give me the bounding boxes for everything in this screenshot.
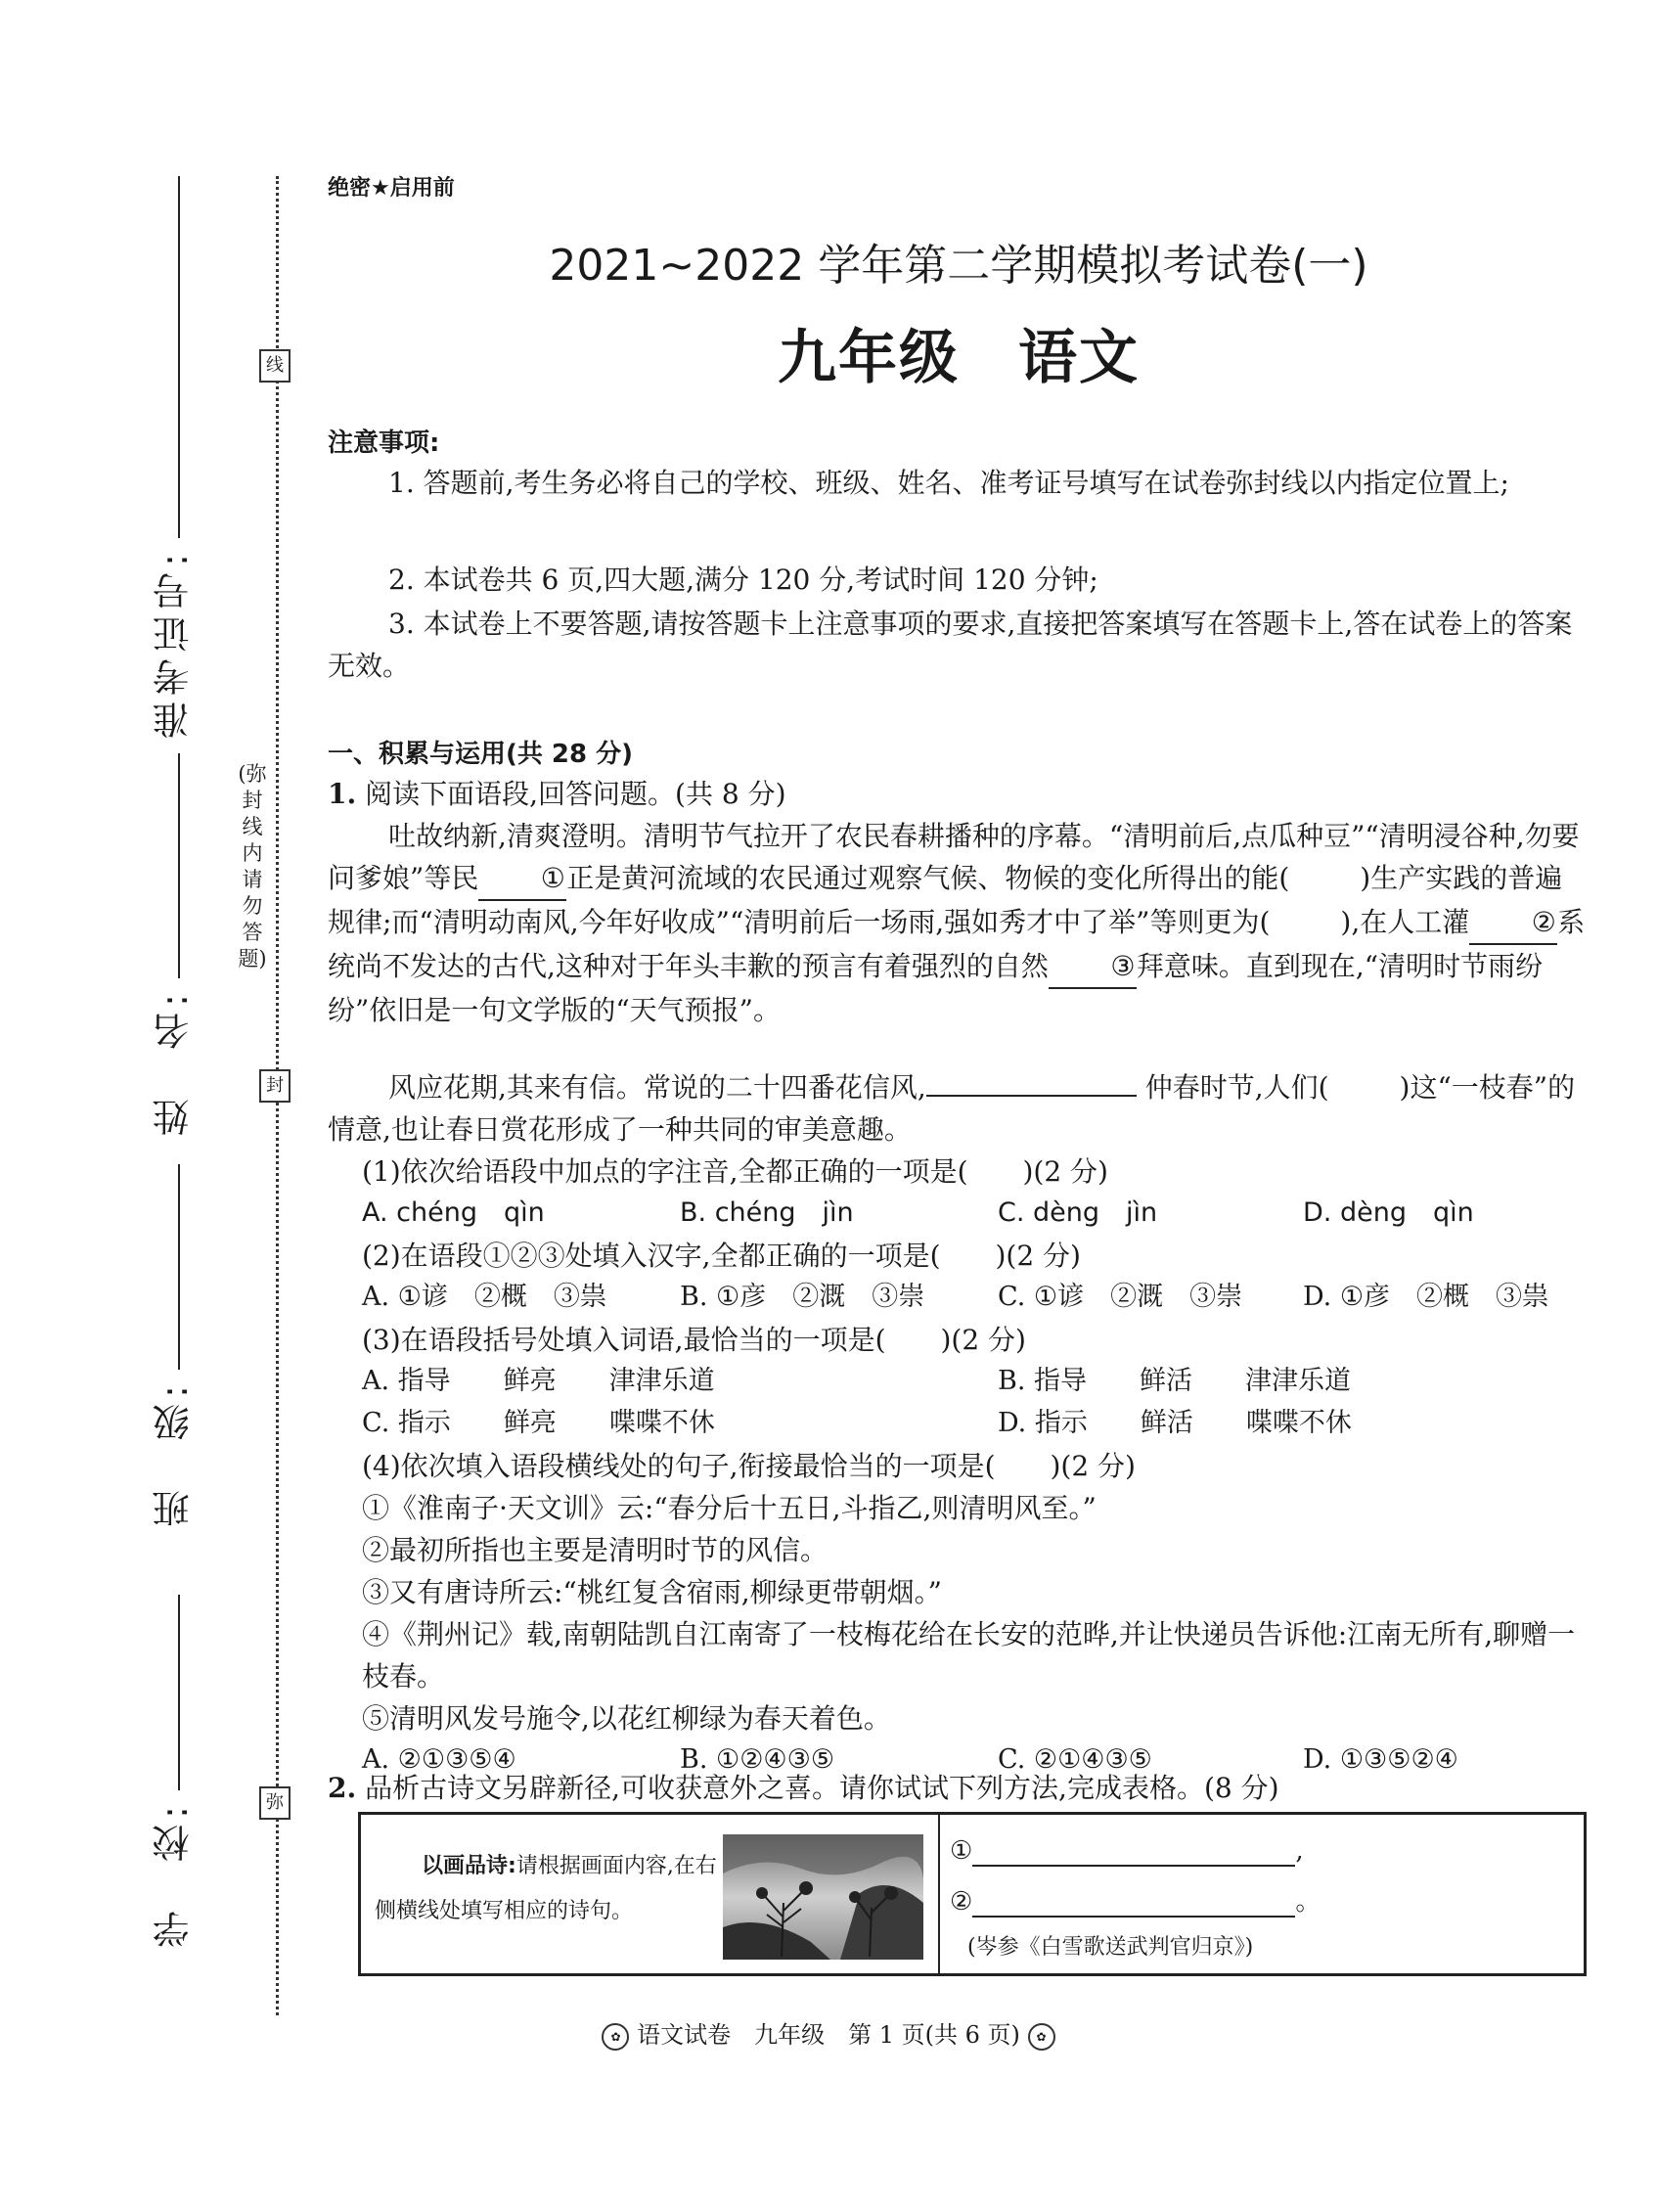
passage2-part-b: 仲春时节,人们(	[1144, 1071, 1329, 1104]
seal-note: (弥封线内请勿答题)	[238, 762, 267, 971]
option-a: A. chéng qìn	[362, 1197, 545, 1228]
notice-heading: 注意事项:	[328, 429, 440, 458]
option-c: C. 指示 鲜亮 喋喋不休	[362, 1408, 715, 1438]
passage1-part-d: ),在人工灌	[1340, 906, 1470, 938]
option-b: B. chéng jìn	[680, 1197, 854, 1228]
poem-source: (岑参《白雪歌送武判官归京》)	[967, 1935, 1254, 1960]
passage2-blank	[926, 1095, 1137, 1097]
option-d: D. dèng qìn	[1303, 1197, 1474, 1228]
option-b: B. ①②④③⑤	[680, 1744, 835, 1775]
sentence-1: ①《淮南子·天文训》云:“春分后十五日,斗指乙,则清明风至。”	[362, 1492, 1097, 1524]
table-label: 以画品诗:	[422, 1854, 516, 1878]
footer-text: 语文试卷 九年级 第 1 页(共 6 页)	[637, 2021, 1020, 2049]
poem-table-left-cell	[361, 1815, 940, 1973]
poem-blank-1-mark: ①	[950, 1836, 973, 1866]
seal-char-xian: 线	[259, 349, 291, 383]
sentence-2: ②最初所指也主要是清明时节的风信。	[362, 1534, 828, 1566]
q1-number: 1.	[328, 778, 357, 810]
q1-sub4-stem: (4)依次填入语段横线处的句子,衔接最恰当的一项是( )(2 分)	[362, 1450, 1136, 1482]
name-line	[178, 753, 180, 978]
passage1-part-c: )生产实践的普遍规律;而“清明动南风,今年好收成”“清明前后一场雨,强如秀才中了举”等则更为(	[328, 862, 1563, 938]
passage2-part-c: )这“一枝春”的情意,也让春日赏花形成了一种共同的审美意趣。	[328, 1071, 1576, 1146]
blank-2: ②	[1469, 901, 1557, 945]
option-c: C. dèng jìn	[998, 1197, 1158, 1228]
name-label: 姓 名:	[153, 988, 196, 1136]
q1-passage-2	[328, 1066, 1590, 1151]
poem-blank-2-end: 。	[1295, 1887, 1321, 1917]
publisher-logo-icon: ✿	[1028, 2023, 1055, 2051]
publisher-logo-icon: ✿	[602, 2023, 629, 2051]
school-line	[178, 1595, 180, 1790]
poem-table	[358, 1812, 1587, 1976]
exam-no-label: 准考证号:	[153, 548, 196, 739]
notice-item-3: 3. 本试卷上不要答题,请按答题卡上注意事项的要求,直接把答案填写在答题卡上,答在试卷上的答案无效。	[328, 608, 1573, 682]
blank-3: ③	[1049, 945, 1137, 989]
q1-stem-text: 阅读下面语段,回答问题。(共 8 分)	[365, 778, 786, 810]
poem-blank-1-line	[972, 1837, 1295, 1867]
passage2-part-a: 风应花期,其来有信。常说的二十四番花信风,	[388, 1071, 926, 1104]
passage1-part-b: 正是黄河流域的农民通过观察气候、物候的变化所得出的能(	[566, 862, 1290, 894]
confidential-label: 绝密★启用前	[328, 176, 455, 201]
q1-sub1-stem: (1)依次给语段中加点的字注音,全都正确的一项是( )(2 分)	[362, 1155, 1108, 1188]
sentence-4: ④《荆州记》载,南朝陆凯自江南寄了一枝梅花给在长安的范晔,并让快递员告诉他:江南无所有,聊赠一枝春。	[362, 1618, 1576, 1693]
q2-stem-text: 品析古诗文另辟新径,可收获意外之喜。请你试试下列方法,完成表格。(8 分)	[365, 1772, 1279, 1804]
option-b: B. 指导 鲜活 津津乐道	[998, 1366, 1352, 1396]
option-a: A. ①谚 ②概 ③祟	[362, 1282, 606, 1312]
exam-subtitle	[328, 311, 1590, 395]
option-a: A. ②①③⑤④	[362, 1744, 516, 1775]
exam-no-line	[178, 176, 180, 538]
snow-landscape-image	[723, 1834, 923, 1960]
q1-stem	[328, 773, 1590, 815]
class-line	[178, 1164, 180, 1370]
poem-blank-2	[950, 1881, 1321, 1918]
table-instruction-text: 请根据画面内容,在右侧横线处填写相应的诗句。	[375, 1854, 717, 1923]
grade-label: 九年级	[778, 324, 960, 392]
seal-char-mi: 弥	[259, 1786, 291, 1820]
exam-title: 2021~2022 学年第二学期模拟考试卷(一)	[549, 241, 1368, 291]
option-c: C. ②①④③⑤	[998, 1744, 1152, 1775]
option-d: D. ①彦 ②概 ③祟	[1303, 1282, 1549, 1312]
poem-blank-1	[950, 1836, 1304, 1867]
poem-table-right-cell	[940, 1815, 1584, 1973]
class-label: 班 级:	[153, 1379, 196, 1527]
q1-sub2-stem: (2)在语段①②③处填入汉字,全都正确的一项是( )(2 分)	[362, 1240, 1081, 1272]
q2-stem	[328, 1767, 1590, 1809]
option-d: D. ①③⑤②④	[1303, 1744, 1458, 1775]
passage1-part-a: 吐故纳新,清爽澄明。清明节气拉开了农民春耕播种的序幕。“清明前后,点瓜种豆”“清明浸谷种,勿要问爹娘”等民	[328, 820, 1580, 894]
option-c: C. ①谚 ②溉 ③崇	[998, 1282, 1243, 1312]
blank-1: ①	[478, 857, 566, 901]
section1-heading: 一、积累与运用(共 28 分)	[328, 740, 634, 769]
seal-char-feng: 封	[259, 1069, 291, 1103]
passage1-part-e: 系统尚不发达的古代,这种对于年头丰歉的预言有着强烈的自然	[328, 906, 1586, 982]
page-footer	[0, 2015, 1657, 2051]
q1-passage-1	[328, 815, 1590, 1031]
q1-sub3-stem: (3)在语段括号处填入词语,最恰当的一项是( )(2 分)	[362, 1324, 1026, 1356]
sentence-5: ⑤清明风发号施令,以花红柳绿为春天着色。	[362, 1702, 891, 1735]
poem-blank-2-line	[972, 1888, 1295, 1918]
option-b: B. ①彦 ②溉 ③崇	[680, 1282, 925, 1312]
option-d: D. 指示 鲜活 喋喋不休	[998, 1408, 1352, 1438]
option-a: A. 指导 鲜亮 津津乐道	[362, 1366, 715, 1396]
q2-number: 2.	[328, 1772, 357, 1804]
passage1-part-f: 拜意味。直到现在,“清明时节雨纷纷”依旧是一句文学版的“天气预报”。	[328, 950, 1544, 1026]
table-instruction	[375, 1844, 717, 1934]
subject-label: 语文	[1018, 324, 1140, 392]
notice-item-2: 2. 本试卷共 6 页,四大题,满分 120 分,考试时间 120 分钟;	[388, 564, 1098, 596]
notice-item-1: 1. 答题前,考生务必将自己的学校、班级、姓名、准考证号填写在试卷弥封线以内指定位置上;	[388, 467, 1509, 499]
poem-blank-2-mark: ②	[950, 1887, 973, 1917]
sentence-3: ③又有唐诗所云:“桃红复含宿雨,柳绿更带朝烟。”	[362, 1576, 942, 1608]
school-label: 学 校:	[153, 1800, 196, 1948]
poem-blank-1-end: ,	[1295, 1836, 1304, 1866]
